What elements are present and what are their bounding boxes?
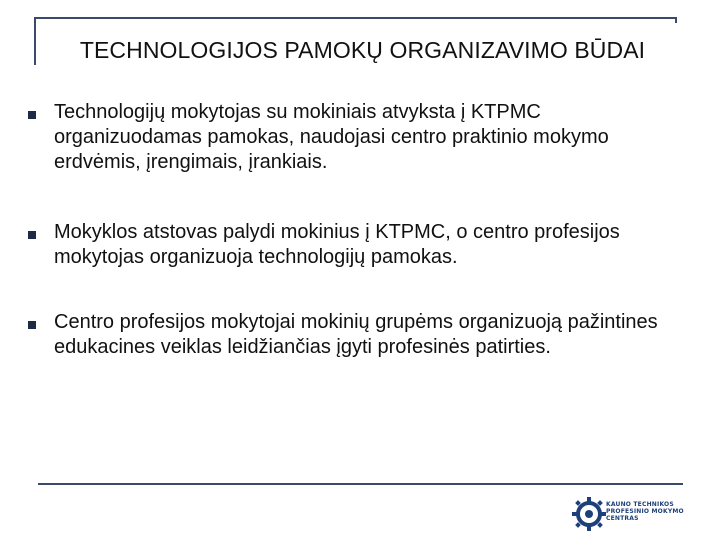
- bullet-square-icon: [28, 111, 36, 119]
- bullet-square-icon: [28, 231, 36, 239]
- logo-line-1: KAUNO TECHNIKOS: [606, 501, 674, 508]
- frame-left-rule: [34, 17, 36, 65]
- frame-right-tick: [675, 17, 677, 23]
- school-logo: [572, 490, 692, 538]
- logo-line-3: CENTRAS: [606, 515, 639, 522]
- frame-top-rule: [34, 17, 677, 19]
- bullet-square-icon: [28, 321, 36, 329]
- bullet-text: Technologijų mokytojas su mokiniais atvyksta į KTPMC organizuodamas pamokas, naudojasi centro praktinio mokymo erdvėmis, įrengimais, įrankiais.: [54, 101, 609, 173]
- logo-text: [606, 501, 696, 522]
- bottom-rule: [38, 483, 683, 485]
- bullet-text: Centro profesijos mokytojai mokinių grupėms organizuoją pažintines edukacines veiklas leidžiančias įgyti profesinės patirties.: [54, 311, 658, 358]
- bullet-text: Mokyklos atstovas palydi mokinius į KTPMC, o centro profesijos mokytojas organizuoja technologijų pamokas.: [54, 221, 620, 268]
- slide-title: TECHNOLOGIJOS PAMOKŲ ORGANIZAVIMO BŪDAI: [79, 37, 646, 63]
- gear-icon: [572, 490, 606, 536]
- logo-line-2: PROFESINIO MOKYMO: [606, 508, 684, 515]
